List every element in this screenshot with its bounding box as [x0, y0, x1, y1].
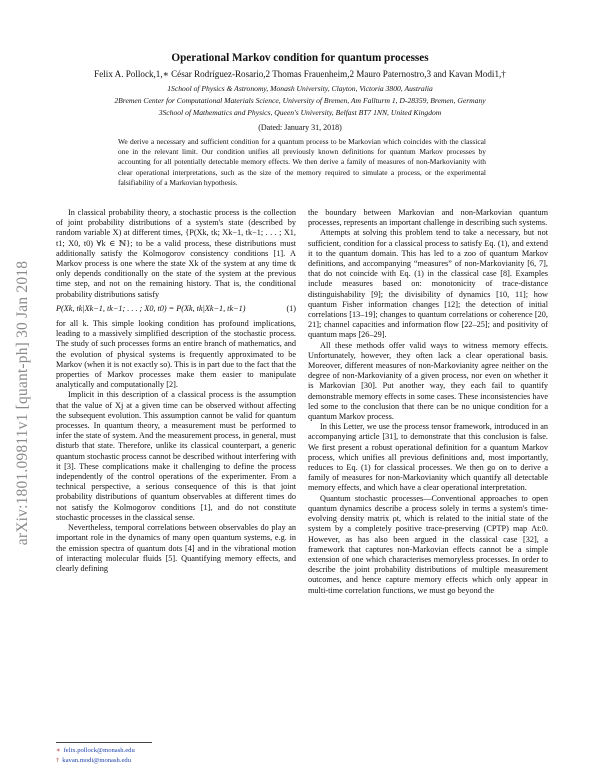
left-column — [56, 208, 296, 574]
email-link[interactable]: felix.pollock@monash.edu — [63, 747, 135, 754]
affiliation-1: 1School of Physics & Astronomy, Monash University, Clayton, Victoria 3800, Australia — [167, 84, 433, 93]
paragraph: Implicit in this description of a classical process is the assumption that the value of Xj at a given time can be observed without affecting the subsequent evolution. This assumption cannot be valid for quantum processes. In quantum theory, a measurement must be performed to infer the state of system. And the measurement process, in general, must disturb that state. Therefore, unlike its classical counterpart, a generic quantum stochastic process cannot be described without interfering with it [3]. These complications make it challenging to define the process independently of the control operations of the experimenter. From a technical perspective, a serious consequence of this is that joint probability distributions of quantum observables at different times do not satisfy the Kolmogorov conditions [1], and do not constitute stochastic processes in the classical sense. — [56, 390, 296, 522]
dated-line: (Dated: January 31, 2018) — [258, 123, 342, 132]
paragraph: In classical probability theory, a stochastic process is the collection of joint probability distributions of a system's state (described by random variable X) at different times, {P(Xk, tk; Xk−1, tk−1; . . . ; X1, t1; X0, t0) ∀k ∈ ℕ}; to be a valid process, these distributions must additionally satisfy the Kolmogorov consistency conditions [1]. A Markov process is one where the state Xk of the system at any time tk only depends conditionally on the state of the system at the previous time step, and not on the remaining history. That is, the conditional probability distributions satisfy — [56, 208, 296, 299]
author-list: Felix A. Pollock,1,∗ César Rodríguez-Rosario,2 Thomas Frauenheim,2 Mauro Paternostro,3 and Kavan Modi1,† — [94, 69, 506, 79]
paragraph: In this Letter, we use the process tensor framework, introduced in an accompanying article [31], to demonstrate that this conclusion is false. We first present a robust operational definition for a quantum Markov process, which unifies all previous definitions and, most importantly, reduces to Eq. (1) for classical processes. We then go on to derive a family of measures for non-Markovianity which quantify all detectable memory effects, and which have a clear operational interpretation. — [308, 422, 548, 493]
equation-number: (1) — [286, 303, 296, 313]
footnote-rule — [56, 742, 152, 743]
footnote-mark: † — [56, 757, 60, 764]
right-column — [308, 208, 548, 596]
affiliation-3: 3School of Mathematics and Physics, Queen's University, Belfast BT7 1NN, United Kingdom — [158, 108, 442, 117]
footnote-1 — [56, 746, 135, 754]
abstract: We derive a necessary and sufficient condition for a quantum process to be Markovian which coincides with the classical one in the relevant limit. Our condition unifies all previously known definitions for quantum Markov processes by accounting for all potentially detectable memory effects. We then derive a family of measures of non-Markovianity with clear operational interpretations, such as the size of the memory required to simulate a process, or the experimental falsifiability of a Markovian hypothesis. — [118, 137, 486, 187]
paragraph: for all k. This simple looking condition has profound implications, leading to a massively simplified description of the stochastic process. The study of such processes forms an entire branch of mathematics, and the evolution of physical systems is frequently approximated to be Markov (when it is not exactly so). This is in part due to the fact that the properties of Markov processes make them easier to manipulate analytically and computationally [2]. — [56, 319, 296, 390]
paper-title: Operational Markov condition for quantum processes — [171, 52, 429, 64]
paragraph: All these methods offer valid ways to witness memory effects. Unfortunately, however, they often lack a clear operational basis. Moreover, different measures of non-Markovianity agree neither on the degree of non-Markovianity of a given process, nor even on whether it is Markovian [30]. Put another way, they each fail to quantify demonstrable memory effects in some cases. These inconsistencies have led some to the conclusion that there can be no unique condition for a quantum Markov process. — [308, 340, 548, 422]
equation-1 — [56, 304, 296, 314]
arxiv-identifier: arXiv:1801.09811v1 [quant-ph] 30 Jan 2018 — [14, 260, 31, 546]
affiliation-2: 2Bremen Center for Computational Materials Science, University of Bremen, Am Fallturm 1, D-28359, Bremen, Germany — [114, 96, 486, 105]
paragraph: Nevertheless, temporal correlations between observables do play an important role in the dynamics of many open quantum systems, e.g. in the emission spectra of quantum dots [4] and in the vibrational motion of interacting molecular fluids [5]. Quantifying memory effects, and clearly defining — [56, 523, 296, 573]
paragraph: the boundary between Markovian and non-Markovian quantum processes, represents an important challenge in describing such systems. — [308, 208, 548, 228]
footnote-2 — [56, 757, 131, 764]
equation-body: P(Xk, tk|Xk−1, tk−1; . . . ; X0, t0) = P(Xk, tk|Xk−1, tk−1) — [56, 303, 246, 313]
email-link[interactable]: kavan.modi@monash.edu — [62, 757, 131, 764]
paragraph: Quantum stochastic processes—Conventional approaches to open quantum dynamics describe a process solely in terms a system's time-evolving density matrix ρt, which is related to the initial state of the system by a completely positive trace-preserving (CPTP) map Λt:0. However, as has also been argued in the classical case [32], a framework that captures non-Markovian effects cannot be a simple extension of one which characterises memoryless processes. In order to describe the joint probability distributions of multiple measurement outcomes, and hence capture memory effects which only appear in multi-time correlation functions, we must go beyond the — [308, 493, 548, 595]
paragraph: Attempts at solving this problem tend to take a necessary, but not sufficient, condition for a classical process to satisfy Eq. (1), and extend it to the quantum domain. This has led to a zoo of quantum Markov definitions, and accompanying “measures” of non-Markovianity [6, 7], that do not coincide with Eq. (1) in the classical case [8]. Examples include measures based on: monotonicity of trace-distance distinguishability [9]; the divisibility of dynamics [10, 11]; how quantum Fisher information changes [12]; the detection of initial correlations [13–19]; changes to quantum correlations or coherence [20, 21]; channel capacities and information flow [22–25]; and positivity of quantum maps [26–29]. — [308, 228, 548, 340]
footnote-mark: ∗ — [56, 747, 61, 754]
